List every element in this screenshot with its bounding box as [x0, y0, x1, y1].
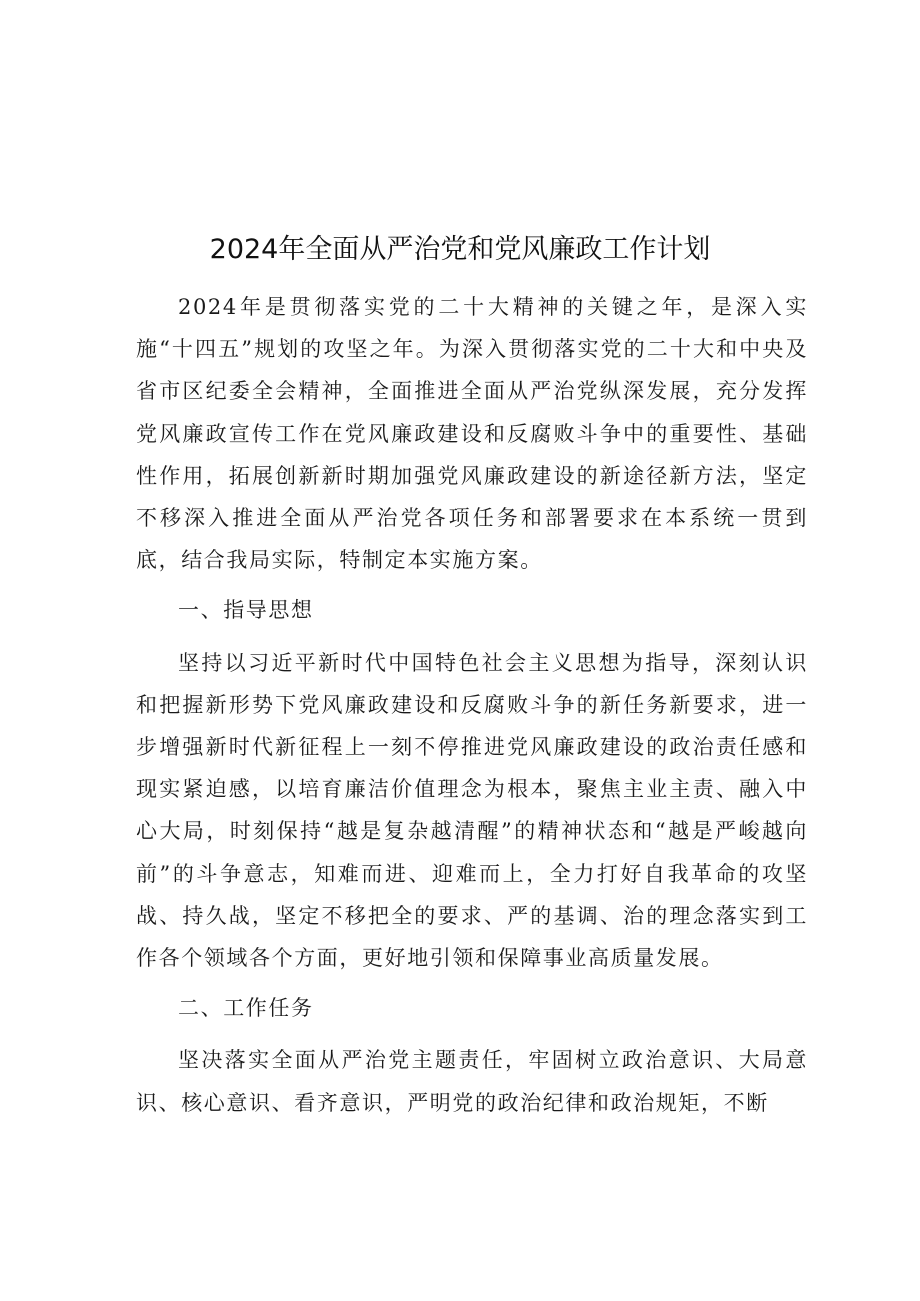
- document-body: [136, 286, 808, 1124]
- document-title: 2024年全面从严治党和党风廉政工作计划: [209, 234, 711, 265]
- section-heading-work-tasks: 二、工作任务: [178, 996, 314, 1021]
- section-heading-guiding-ideology: 一、指导思想: [178, 598, 314, 623]
- section-paragraph-guiding-ideology: 坚持以习近平新时代中国特色社会主义思想为指导，深刻认识和把握新形势下党风廉政建设和反腐败斗争的新任务新要求，进一步增强新时代新征程上一刻不停推进党风廉政建设的政治责任感和现实紧迫感，以培育廉洁价值理念为根本，聚焦主业主责、融入中心大局，时刻保持“越是复杂越清醒”的精神状态和“越是严峻越向前”的斗争意志，知难而进、迎难而上，全力打好自我革命的攻坚战、持久战，坚定不移把全的要求、严的基调、治的理念落实到工作各个领域各个方面，更好地引领和保障事业高质量发展。: [136, 650, 808, 971]
- intro-paragraph: 2024年是贯彻落实党的二十大精神的关键之年，是深入实施“十四五”规划的攻坚之年。为深入贯彻落实党的二十大和中央及省市区纪委全会精神，全面推进全面从严治党纵深发展，充分发挥党风廉政宣传工作在党风廉政建设和反腐败斗争中的重要性、基础性作用，拓展创新新时期加强党风廉政建设的新途径新方法，坚定不移深入推进全面从严治党各项任务和部署要求在本系统一贯到底，结合我局实际，特制定本实施方案。: [136, 295, 808, 573]
- section-paragraph-work-tasks: 坚决落实全面从严治党主题责任，牢固树立政治意识、大局意识、核心意识、看齐意识，严明党的政治纪律和政治规矩，不断: [136, 1048, 808, 1115]
